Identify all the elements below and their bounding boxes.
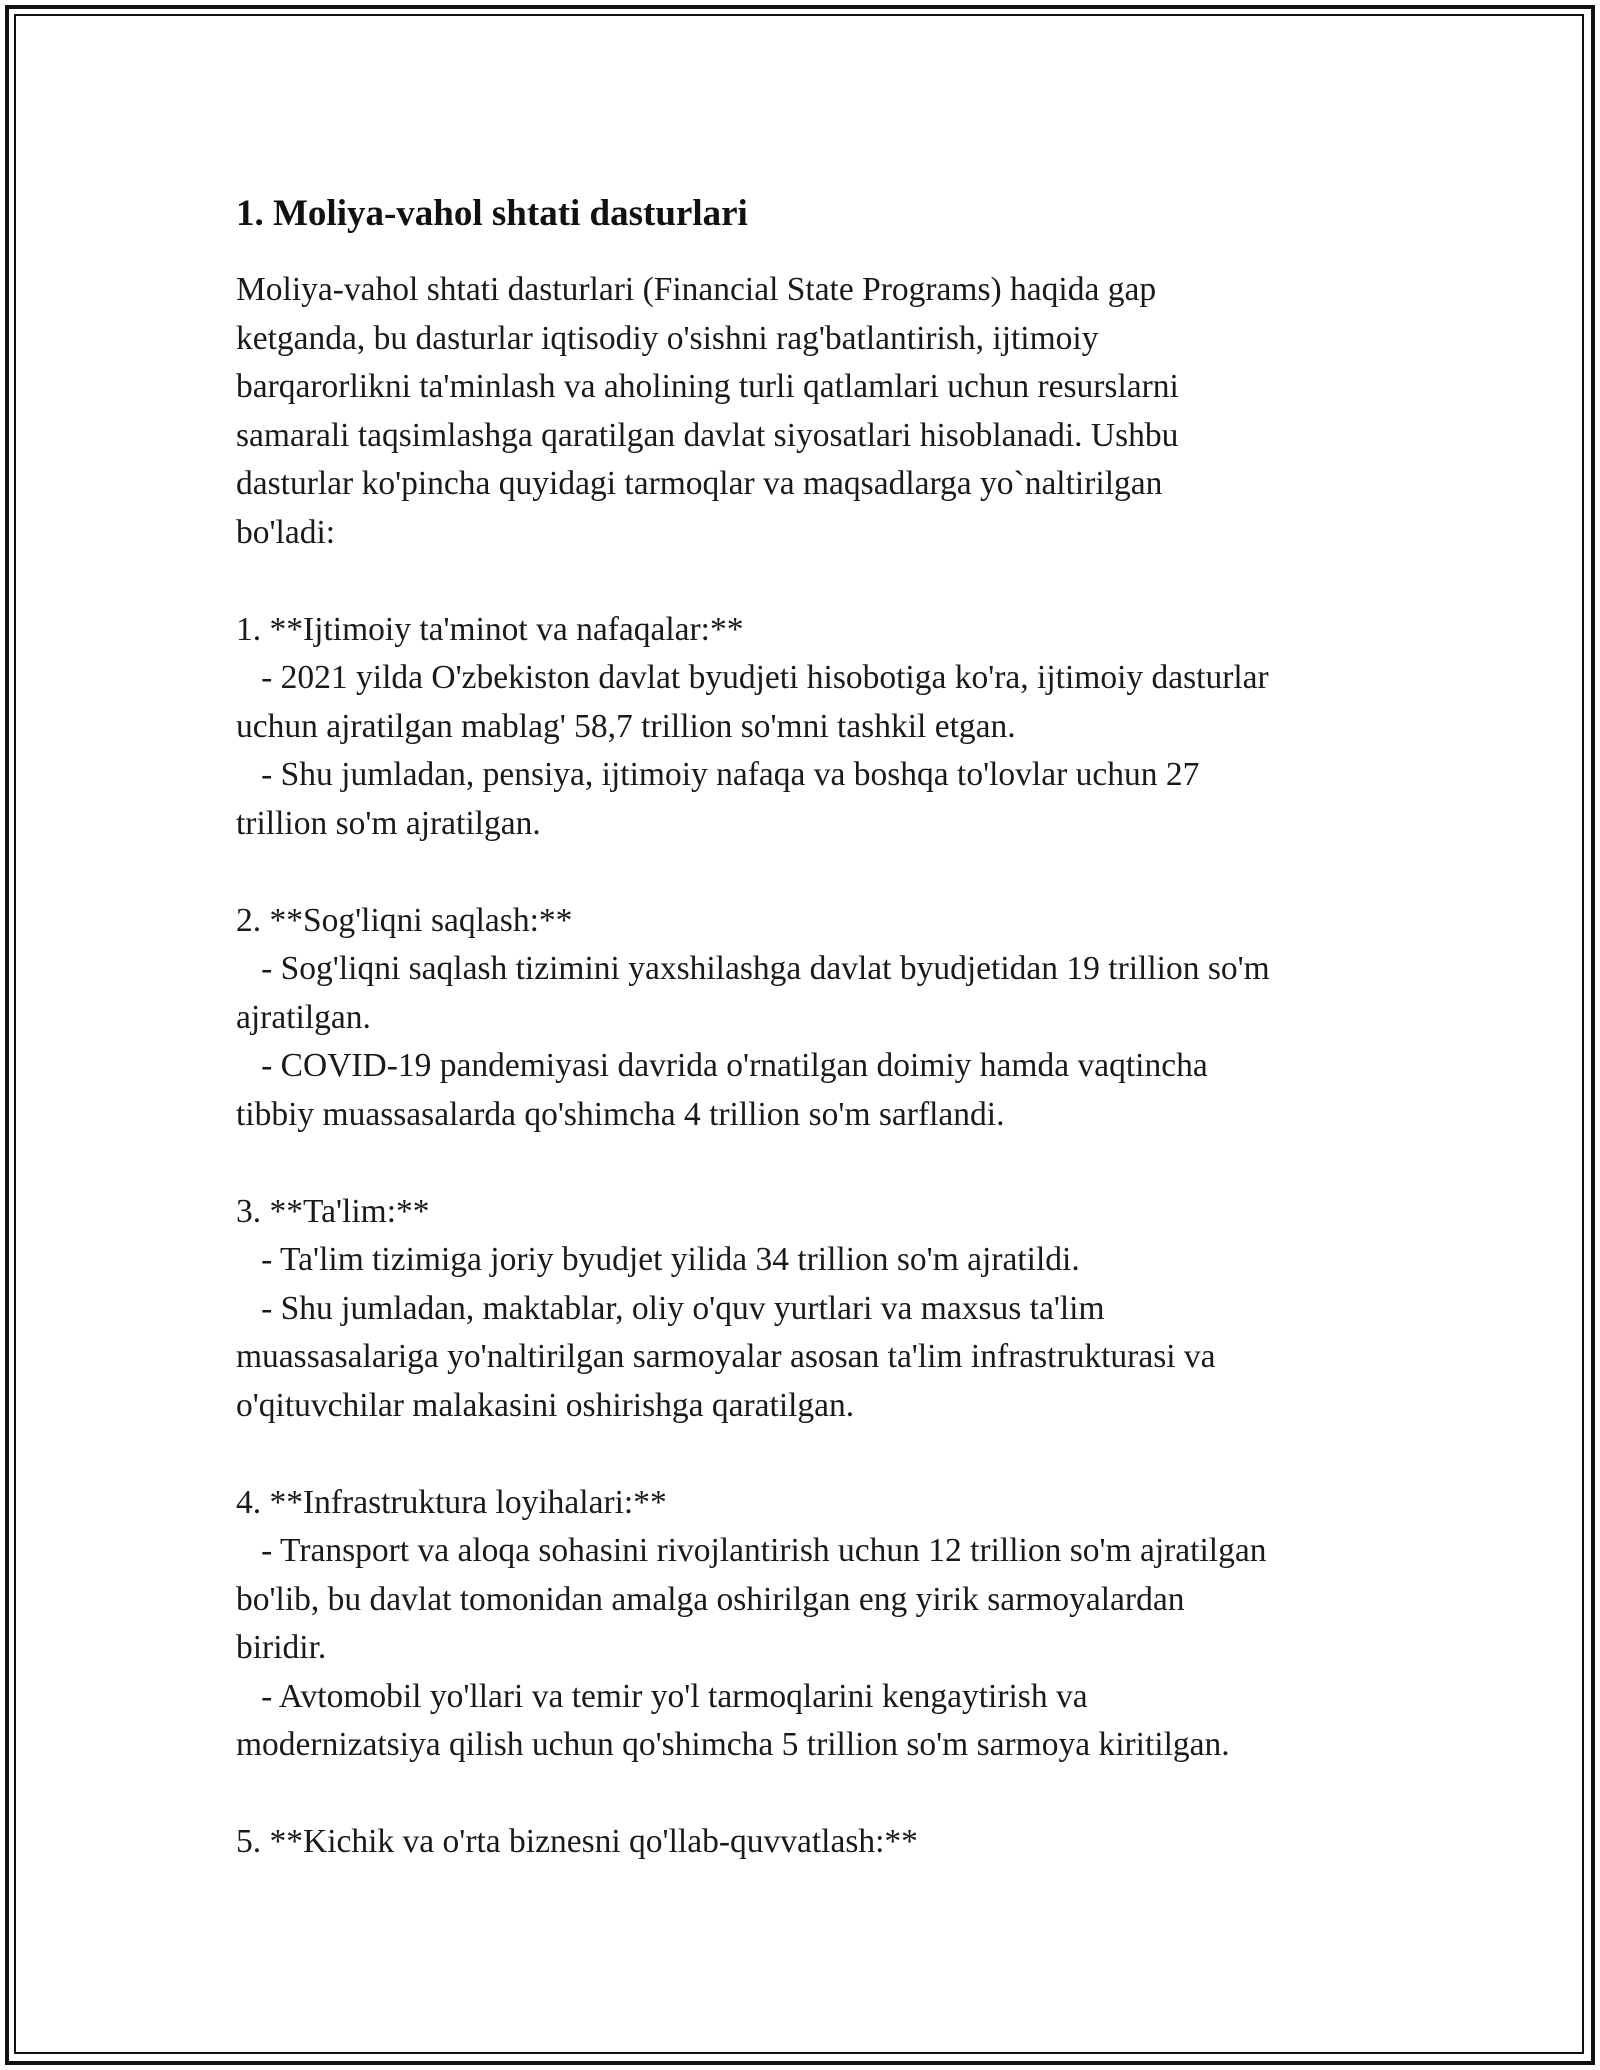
bullet-item: - Shu jumladan, pensiya, ijtimoiy nafaqa va boshqa to'lovlar uchun 27 trillion so'm ajratilgan. (236, 756, 1200, 842)
intro-paragraph: Moliya-vahol shtati dasturlari (Financial State Programs) haqida gap ketganda, bu dasturlar iqtisodiy o'sishni rag'batlantirish, ijtimoiy barqarorlikni ta'minlash va aholining turli qatlamlari uchun resurslarni samarali taqsimlashga qaratilgan davlat siyosatlari hisoblanadi. Ushbu dasturlar ko'pincha quyidagi tarmoqlar va maqsadlarga yo`naltirilgan bo'ladi: (236, 271, 1179, 551)
bullet-item: - 2021 yilda O'zbekiston davlat byudjeti hisobotiga ko'ra, ijtimoiy dasturlar uchun ajratilgan mablag' 58,7 trillion so'mni tashkil etgan. (236, 659, 1269, 745)
bullet-item: - Transport va aloqa sohasini rivojlantirish uchun 12 trillion so'm ajratilgan bo'lib, bu davlat tomonidan amalga oshirilgan eng yirik sarmoyalardan biridir. (236, 1532, 1267, 1666)
bullet-item: - Sog'liqni saqlash tizimini yaxshilashga davlat byudjetidan 19 trillion so'm ajratilgan. (236, 950, 1270, 1036)
section-title: 4. **Infrastruktura loyihalari:** (236, 1483, 667, 1521)
document-body (236, 188, 1386, 1867)
section-title: 2. **Sog'liqni saqlash:** (236, 901, 573, 939)
section-small-business (236, 1818, 1386, 1867)
document-heading: 1. Moliya-vahol shtati dasturlari (236, 193, 748, 234)
bullet-item: - Avtomobil yo'llari va temir yo'l tarmoqlarini kengaytirish va modernizatsiya qilish uchun qo'shimcha 5 trillion so'm sarmoya kiritilgan. (236, 1677, 1230, 1763)
section-social-security (236, 606, 1386, 849)
section-infrastructure (236, 1479, 1386, 1770)
bullet-item: - Ta'lim tizimiga joriy byudjet yilida 34 trillion so'm ajratildi. (236, 1241, 1080, 1278)
bullet-item: - COVID-19 pandemiyasi davrida o'rnatilgan doimiy hamda vaqtincha tibbiy muassasalarda qo'shimcha 4 trillion so'm sarflandi. (236, 1047, 1208, 1133)
section-education (236, 1188, 1386, 1431)
section-title: 5. **Kichik va o'rta biznesni qo'llab-quvvatlash:** (236, 1823, 918, 1860)
bullet-item: - Shu jumladan, maktablar, oliy o'quv yurtlari va maxsus ta'lim muassasalariga yo'naltirilgan sarmoyalar asosan ta'lim infrastrukturasi va o'qituvchilar malakasini oshirishga qaratilgan. (236, 1289, 1216, 1424)
section-title: 3. **Ta'lim:** (236, 1192, 430, 1230)
section-title: 1. **Ijtimoiy ta'minot va nafaqalar:** (236, 610, 744, 648)
section-healthcare (236, 897, 1386, 1140)
